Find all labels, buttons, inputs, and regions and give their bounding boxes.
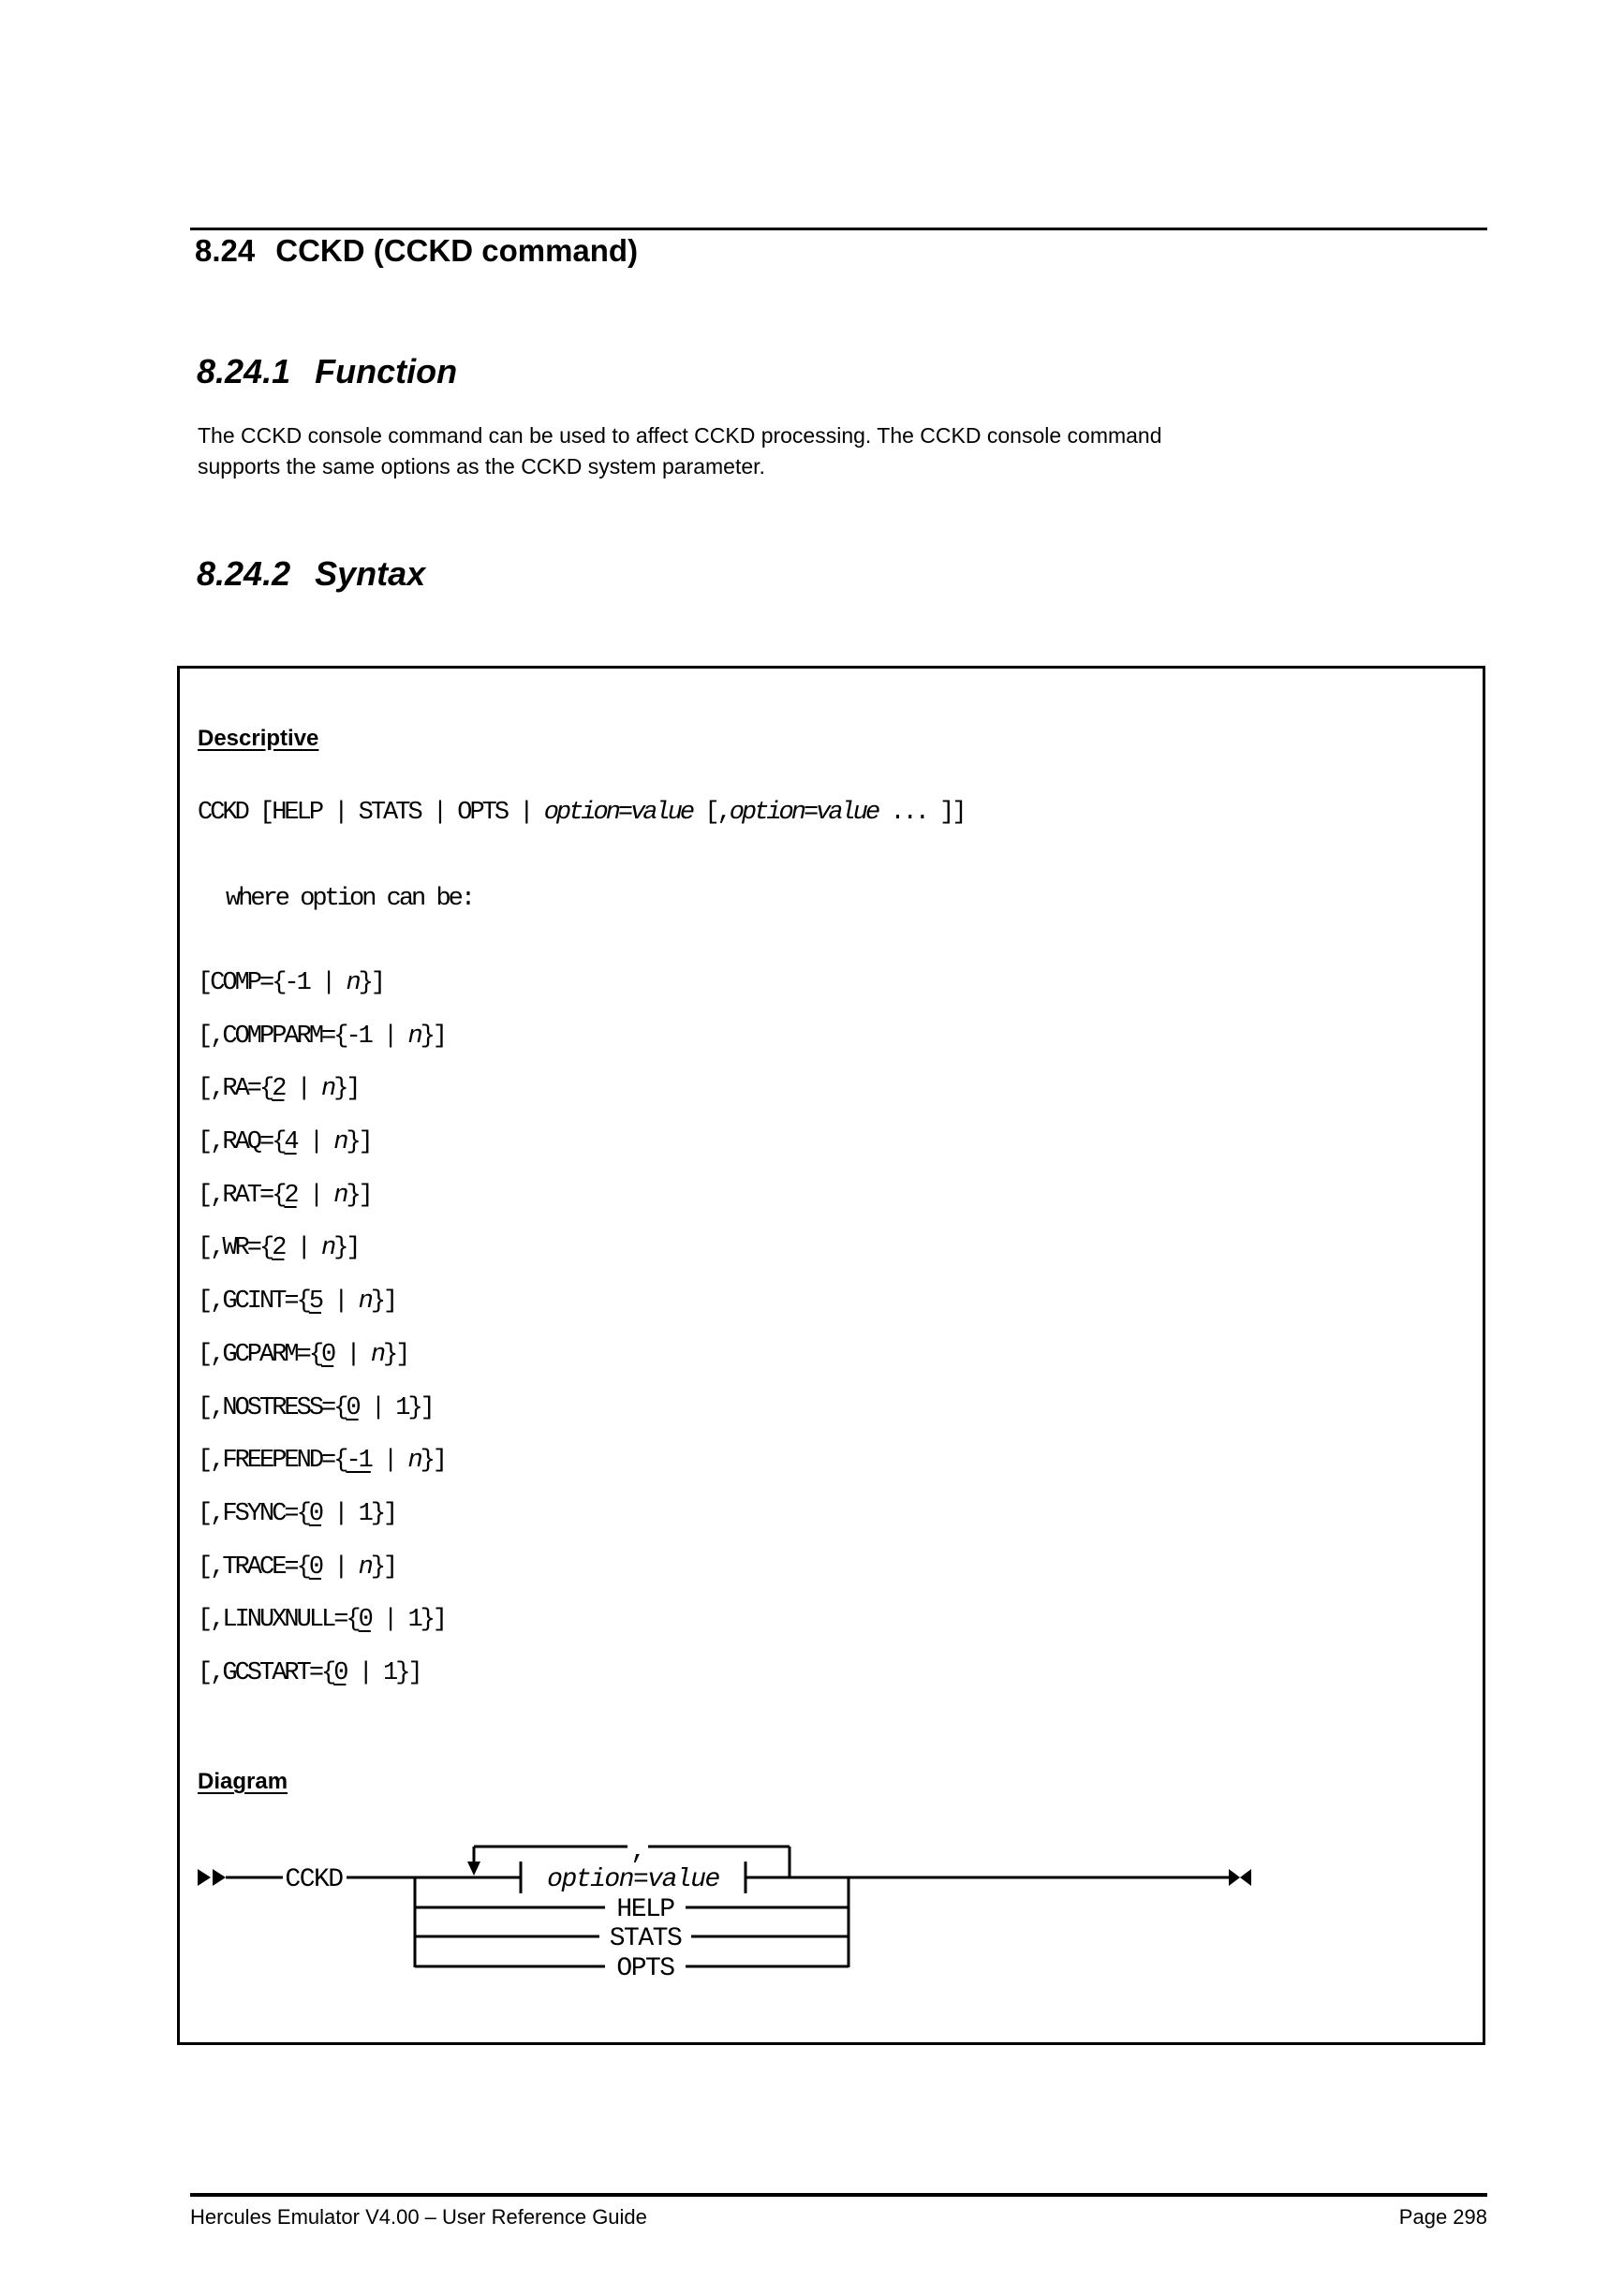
syntax-option-line: [,FREEPEND={-1 | n}] <box>198 1447 446 1476</box>
footer-rule <box>190 2193 1487 2197</box>
syntax-option-line: [,WR={2 | n}] <box>198 1234 359 1263</box>
option-list <box>198 968 445 1712</box>
syntax-option-line: [,RAQ={4 | n}] <box>198 1128 371 1157</box>
command-text-token: [, <box>692 799 730 827</box>
syntax-option-line: [,COMPPARM={-1 | n}] <box>198 1022 446 1051</box>
diagram-loop-comma: , <box>630 1837 645 1866</box>
syntax-option-line: [,RAT={2 | n}] <box>198 1181 371 1210</box>
page-footer <box>190 2204 1487 2230</box>
syntax-option-line: [,GCSTART={0 | 1}] <box>198 1658 421 1687</box>
section-number: 8.24.2 <box>197 554 291 593</box>
diagram-branch-help: HELP <box>616 1895 674 1924</box>
syntax-option-line: [,LINUXNULL={0 | 1}] <box>198 1606 446 1635</box>
command-text-token: CCKD [HELP | STATS | OPTS | <box>198 799 544 827</box>
syntax-option-line: [COMP={-1 | n}] <box>198 969 384 997</box>
syntax-option-line: [,NOSTRESS={0 | 1}] <box>198 1393 433 1422</box>
paragraph-line: The CCKD console command can be used to affect CCKD processing. The CCKD console command <box>198 423 1162 448</box>
syntax-option-line: [,GCINT={5 | n}] <box>198 1288 396 1317</box>
section-heading-function <box>197 351 457 392</box>
end-arrow-icon <box>1229 1869 1240 1886</box>
where-option-line: where option can be: <box>226 885 474 913</box>
section-number: 8.24.1 <box>197 352 291 390</box>
loop-down-arrow-icon <box>467 1862 480 1876</box>
paragraph-line: supports the same options as the CCKD system parameter. <box>198 454 765 478</box>
syntax-option-line: [,TRACE={0 | n}] <box>198 1553 396 1582</box>
section-heading-syntax <box>197 553 425 595</box>
chapter-heading <box>195 232 638 270</box>
syntax-option-line: [,FSYNC={0 | 1}] <box>198 1499 396 1528</box>
section-title: Function <box>315 352 458 390</box>
descriptive-label: Descriptive <box>198 726 319 751</box>
diagram-branch-stats: STATS <box>609 1924 682 1953</box>
diagram-keyword-cckd: CCKD <box>285 1865 343 1894</box>
start-arrow-icon <box>213 1869 226 1886</box>
diagram-branch-opts: OPTS <box>616 1954 674 1983</box>
command-text-token: ... ]] <box>878 799 965 827</box>
syntax-option-line: [,GCPARM={0 | n}] <box>198 1340 408 1369</box>
syntax-option-line: [,RA={2 | n}] <box>198 1075 359 1104</box>
section-title: Syntax <box>315 554 426 593</box>
start-arrow-icon <box>198 1869 211 1886</box>
diagram-label: Diagram <box>198 1769 288 1794</box>
chapter-title: CCKD (CCKD command) <box>275 233 639 268</box>
syntax-box <box>177 666 1485 2045</box>
chapter-number: 8.24 <box>195 233 256 268</box>
end-arrow-icon <box>1240 1869 1251 1886</box>
function-paragraph <box>198 420 1162 482</box>
diagram-option-value: option=value <box>547 1865 719 1894</box>
railroad-diagram <box>182 1835 1306 1985</box>
command-italic-token: option=value <box>729 799 878 827</box>
footer-page-number: Page 298 <box>1398 2205 1487 2229</box>
header-rule <box>190 228 1487 230</box>
footer-document-title: Hercules Emulator V4.00 – User Reference Guide <box>190 2205 647 2229</box>
command-italic-token: option=value <box>543 799 693 827</box>
command-syntax-line <box>198 798 965 828</box>
